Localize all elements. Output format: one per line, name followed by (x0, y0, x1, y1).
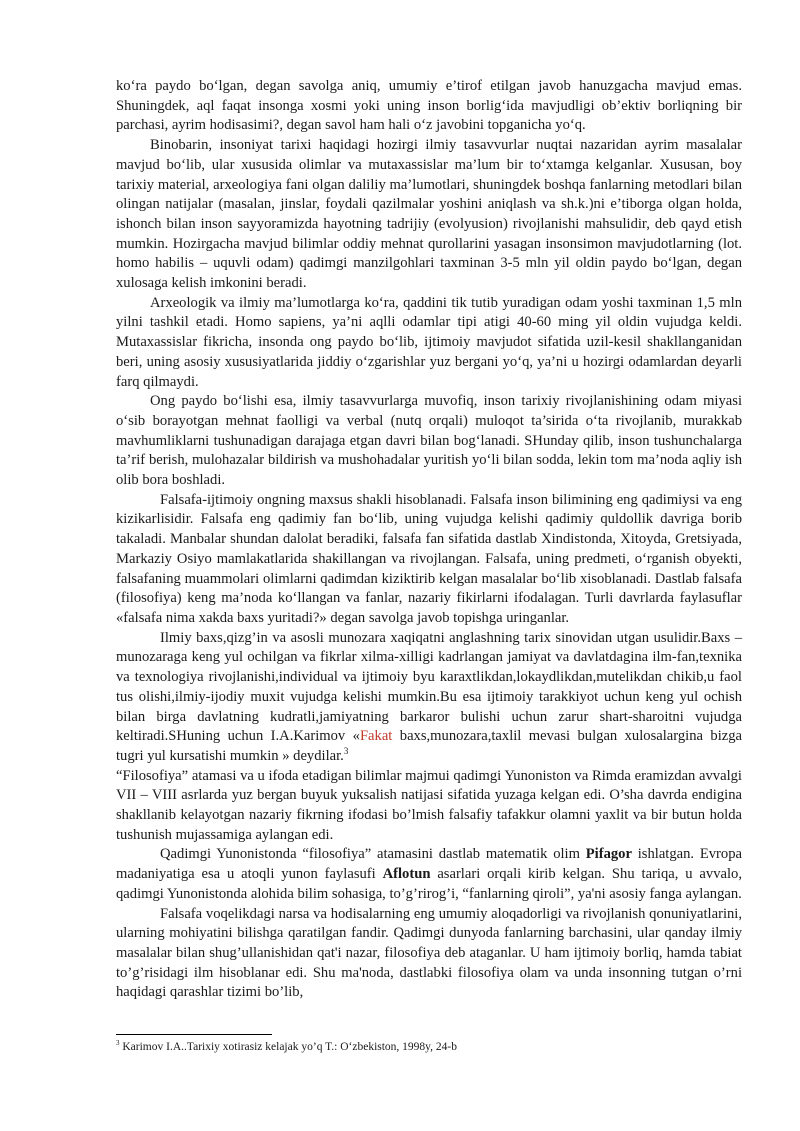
footnote-marker: 3 (116, 1039, 120, 1048)
paragraph-4: Ong paydo bo‘lishi esa, ilmiy tasavvurlarga muvofiq, inson tarixiy rivojlanishining odam miyasi o‘sib borayotgan mehnat faolligi va verbal (nutq orqali) muloqot ta’sirida o‘ta rivojlanib, murakkab mavhumliklarni tushunadigan darajaga etgan davri bilan bog‘lanadi. SHunday qilib, inson tushunchalarga ta’rif berish, mulohazalar bildirish va mushohadalar yuritish yo‘li bilan sodda, lekin tom ma’noda aqliy ish olib bora boshladi. (116, 393, 742, 489)
bold-name-aflotun: Aflotun (382, 866, 431, 883)
paragraph-9: Falsafa voqelikdagi narsa va hodisalarning eng umumiy aloqadorligi va rivojlanish qonuniyatlarini, ularning mohiyatini bilishga qaratilgan fandir. Qadimgi dunyoda fanlarning barchasini, ular qanday ilmiy masalalar bilan shug’ullanishidan qat'i nazar, filosofiya deb ataganlar. U ham ijtimoiy borliq, hamda tabiat to’g’risidagi ilm hisoblanar edi. Shu ma'noda, dastlabki filosofiya olam va unda insonning tutgan o’rni haqidagi qarashlar tizimi bo’lib, (116, 905, 742, 1001)
footnote-reference[interactable]: 3 (343, 746, 349, 757)
paragraph-8-text-c: asarlari orqali kirib kelgan. Shu tariqa, u avvalo, qadimgi Yunonistonda alohida bilim sohasiga, to’g’rirog’i, “fanlarning qiroli”, ya'ni asosiy fanga aylangan. (116, 866, 742, 902)
paragraph-6-text-b: baxs,munozara,taxlil mevasi bulgan xulosalargina bizga tugri yul kursatishi mumkin » deydilar. (116, 728, 742, 764)
footnote (116, 1040, 742, 1055)
bold-name-pifagor: Pifagor (585, 846, 632, 863)
footnote-text: Karimov I.A..Tarixiy xotirasiz kelajak yo’q T.: O‘zbekiston, 1998y, 24-b (119, 1041, 458, 1053)
paragraph-7: “Filosofiya” atamasi va u ifoda etadigan bilimlar majmui qadimgi Yunoniston va Rimda eramizdan avvalgi VII – VIII asrlarda yuz bergan buyuk yuksalish natijasi sifatida yuzaga kelgan edi. O’sha davrda endigina shakllanib kelayotgan nazariy fikrning ifodasi bo’lmish falsafiy tafakkur olamni yaxlit va bir butun holda tushunish mujassamiga aylangan edi. (116, 767, 742, 843)
paragraph-8 (116, 845, 742, 904)
footnote-divider (116, 1034, 272, 1035)
paragraph-1: ko‘ra paydo bo‘lgan, degan savolga aniq, umumiy e’tirof etilgan javob hanuzgacha mavjud emas. Shuningdek, aql faqat insonga xosmi yoki uning inson borlig‘ida mavjudligi ob’ektiv borliqning bir parchasi, ayrim hodisasimi?, degan savol ham hali o‘z javobini topganicha yo‘q. (116, 78, 742, 134)
paragraph-3: Arxeologik va ilmiy ma’lumotlarga ko‘ra, qaddini tik tutib yuradigan odam yoshi taxminan 1,5 mln yilni tashkil etadi. Homo sapiens, ya’ni aqlli odamlar tipi atigi 40-60 ming yil oldin vujudga keldi. Mutaxassislar fikricha, insonda ong paydo bo‘lib, ijtimoiy mavjudot sifatida uzil-kesil shakllanganidan beri, uning asosiy xususiyatlarida jiddiy o‘zgarishlar yuz bergani yo‘q, ya’ni u hozirgi odamlardan deyarli farq qilmaydi. (116, 294, 742, 390)
highlighted-word: Fakat (359, 728, 393, 745)
paragraph-8-text-a: Qadimgi Yunonistonda “filosofiya” atamasini dastlab matematik olim (160, 846, 586, 863)
paragraph-5: Falsafa-ijtimoiy ongning maxsus shakli hisoblanadi. Falsafa inson bilimining eng qadimiysi va eng kizikarlisidir. Falsafa eng qadimiy fan bo‘lib, uning vujudga kelishi qadimiy quldollik davriga borib takaladi. Manbalar shundan dalolat beradiki, falsafa fan sifatida dastlab Xindistonda, Xitoyda, Gretsiyada, Markaziy Osiyo mamlakatlarida shakillangan va rivojlangan. Falsafa, uning predmeti, o‘rganish obyekti, falsafaning muammolari olimlarni qadimdan kiziktirib kelgan masalalar bo‘lib xisoblanadi. Dastlab falsafa (filosofiya) keng ma’noda ko‘llangan va fanlar, nazariy fikirlarni ifodalagan. Turli davrlarda faylasuflar «falsafa nima xakda baxs yuritadi?» degan savolga javob topishga uringanlar. (116, 491, 742, 626)
document-body (116, 77, 742, 1003)
paragraph-6-text-a: Ilmiy baxs,qizg’in va asosli munozara xaqiqatni anglashning tarix sinovidan utgan usulidir.Baxs – munozaraga keng yul ochilgan va fikrlar xilma-xilligi kadrlangan jamiyat va davlatdagina ilm-fan,texnika va texnologiya rivojlanishi,individual va ijtimoiy byu karaxtlikdan,lokaydlikdan,mutelikdan chikib,u faol tus olishi,ilmiy-ijodiy muxit vujudga kelishi mumkin.Bu esa ijtimoiy tarakkiyot uchun keng yul ochish bilan birga davlatning kudratli,jamiyatning barkaror bulishi uchun zarur shart-sharoitni vujudga keltiradi.SHuning uchun I.A.Karimov « (116, 629, 742, 745)
paragraph-8-text-b: ishlatgan. Evropa madaniyatiga esa u atoqli yunon faylasufi (116, 846, 742, 883)
paragraph-2: Binobarin, insoniyat tarixi haqidagi hozirgi ilmiy tasavvurlar nuqtai nazaridan ayrim masalalar mavjud bo‘lib, ular xususida olimlar va mutaxassislar ma’lum bir to‘xtamga kelganlar. Xususan, boy tarixiy material, arxeologiya fani olgan daliliy ma’lumotlari, shuningdek boshqa fanlarning metodlari bilan olingan natijalar (masalan, jinslar, foydali qazilmalar yoshini aniqlash va sh.k.)ni e’tiborga olgan holda, ishonch bilan inson sayyoramizda hayotning tadrijiy (evolyusion) rivojlanishi mahsulidir, deb qayd etish mumkin. Hozirgacha mavjud bilimlar oddiy mehnat qurollarini yasagan insonsimon mavjudotlarning (lot. homo habilis – uquvli odam) qadimgi manzilgohlari taxminan 3-5 mln yil oldin paydo bo‘lgan, degan xulosaga kelish imkonini beradi. (116, 137, 742, 292)
paragraph-6 (116, 629, 742, 767)
